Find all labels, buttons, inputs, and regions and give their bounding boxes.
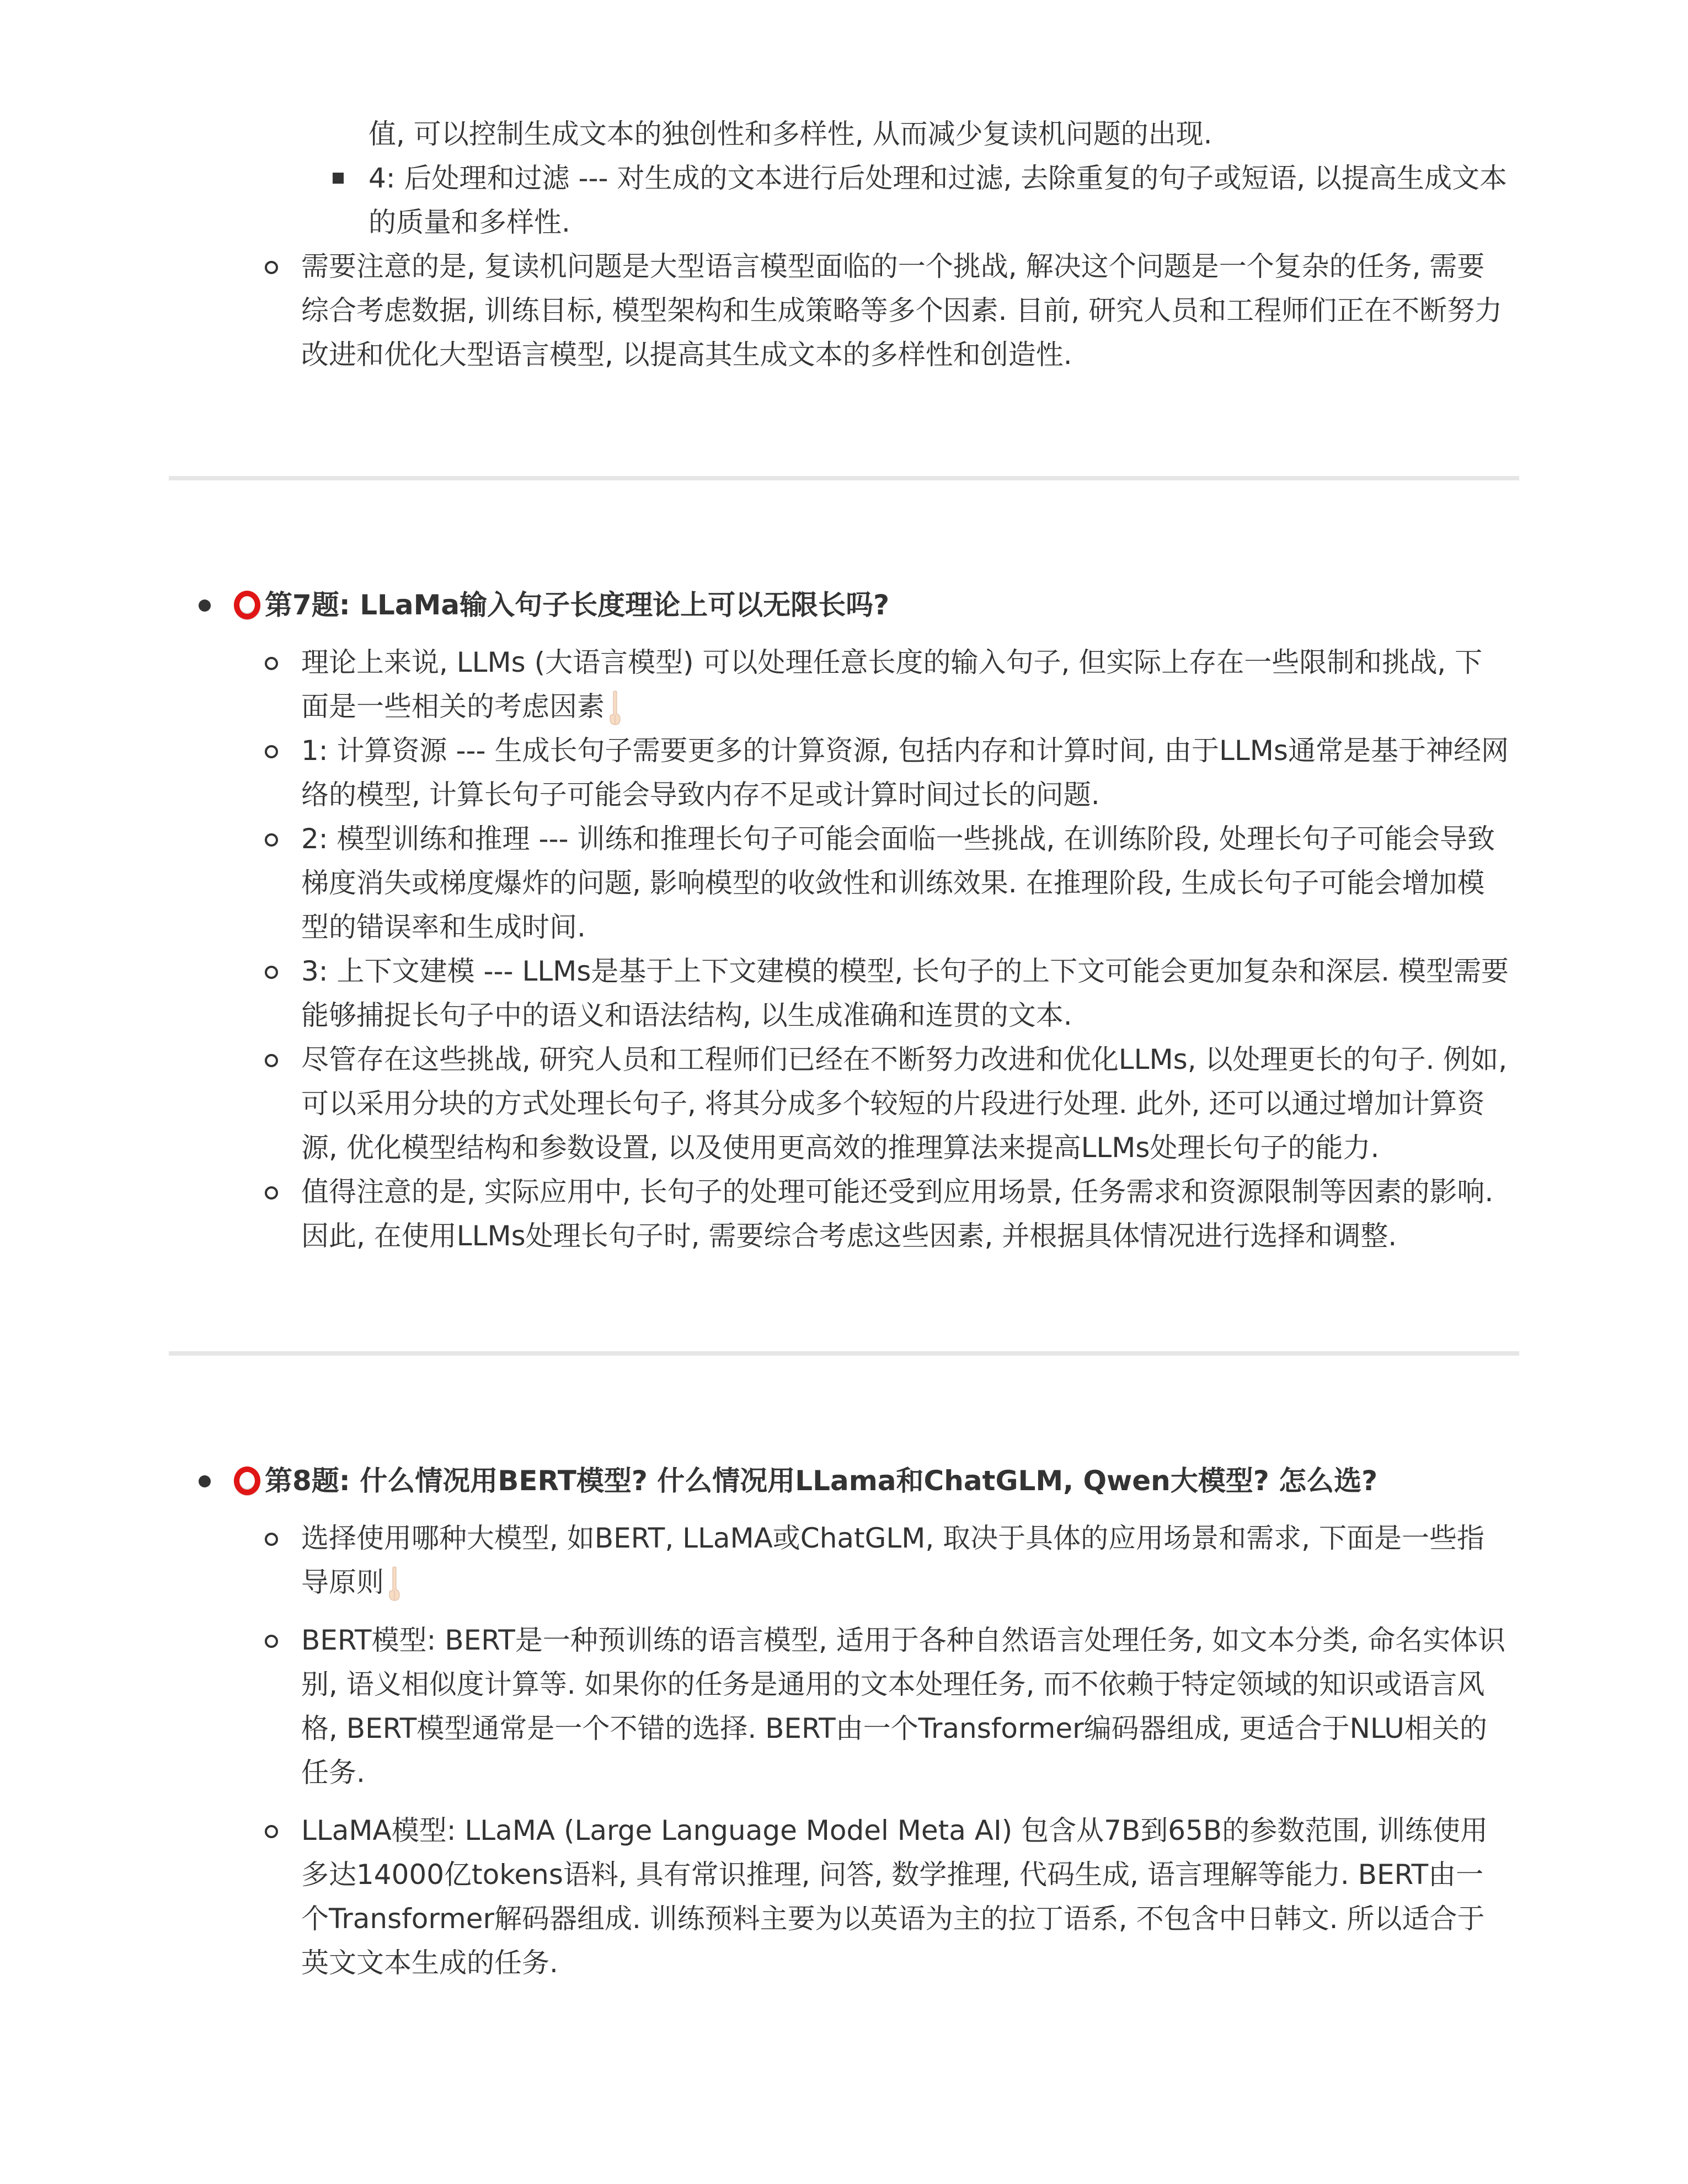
- answer-text: 1: 计算资源 --- 生成长句子需要更多的计算资源, 包括内存和计算时间, 由于LLMs通常是基于神经网络的模型, 计算长句子可能会导致内存不足或计算时间过长的问题.: [301, 735, 1509, 811]
- sub-sub-item-continuation: 值, 可以控制生成文本的独创性和多样性, 从而减少复读机问题的出现.: [368, 118, 1212, 150]
- sub-item-text: 需要注意的是, 复读机问题是大型语言模型面临的一个挑战, 解决这个问题是一个复杂的任务, 需要综合考虑数据, 训练目标, 模型架构和生成策略等多个因素. 目前, 研究人员和工程师们正在不断努力改进和优化大型语言模型, 以提高其生成文本的多样性和创造性.: [301, 250, 1503, 371]
- answer-text: 2: 模型训练和推理 --- 训练和推理长句子可能会面临一些挑战, 在训练阶段, 处理长句子可能会导致梯度消失或梯度爆炸的问题, 影响模型的收敛性和训练效果. 在推理阶段, 生成长句子可能会增加模型的错误率和生成时间.: [301, 823, 1495, 943]
- answer-text: 理论上来说, LLMs (大语言模型) 可以处理任意长度的输入句子, 但实际上存在一些限制和挑战, 下面是一些相关的考虑因素: [301, 646, 1483, 722]
- sub-sub-list-item: [368, 156, 1532, 244]
- circle-bullet-icon: [265, 657, 278, 670]
- answer-text: 尽管存在这些挑战, 研究人员和工程师们已经在不断努力改进和优化LLMs, 以处理更长的句子. 例如, 可以采用分块的方式处理长句子, 将其分成多个较短的片段进行处理. 此外, 还可以通过增加计算资源, 优化模型结构和参数设置, 以及使用更高效的推理算法来提高LLMs处理长句子的能力.: [301, 1043, 1508, 1164]
- circle-bullet-icon: [265, 966, 278, 979]
- disc-bullet-icon: [199, 599, 211, 612]
- square-bullet-icon: [333, 173, 344, 184]
- heavy-large-circle-icon: [234, 1466, 260, 1495]
- circle-bullet-icon: [265, 1186, 278, 1200]
- circle-bullet-icon: [265, 1635, 278, 1648]
- answer-item: [301, 1618, 1509, 1795]
- section-divider: [169, 1351, 1519, 1356]
- answer-text: 选择使用哪种大模型, 如BERT, LLaMA或ChatGLM, 取决于具体的应用场景和需求, 下面是一些指导原则: [301, 1522, 1484, 1598]
- question-title: 第7题: LLaMa输入句子长度理论上可以无限长吗?: [265, 589, 890, 621]
- answer-item: [301, 640, 1509, 729]
- answer-item: [301, 817, 1509, 949]
- question-heading: [234, 1459, 1688, 1503]
- answer-item: [301, 949, 1509, 1037]
- answer-list: [0, 640, 1688, 1258]
- circle-bullet-icon: [265, 1825, 278, 1838]
- sub-sub-item-text: 4: 后处理和过滤 --- 对生成的文本进行后处理和过滤, 去除重复的句子或短语, 以提高生成文本的质量和多样性.: [368, 162, 1508, 238]
- sub-list-item: [301, 244, 1509, 377]
- circle-bullet-icon: [265, 833, 278, 847]
- answer-text: BERT模型: BERT是一种预训练的语言模型, 适用于各种自然语言处理任务, 如文本分类, 命名实体识别, 语义相似度计算等. 如果你的任务是通用的文本处理任务, 而不依赖于特定领域的知识或语言风格, BERT模型通常是一个不错的选择. BERT由一个Transformer编码器组成, 更适合于NLU相关的任务.: [301, 1624, 1506, 1789]
- circle-bullet-icon: [265, 261, 278, 274]
- circle-bullet-icon: [265, 745, 278, 758]
- circle-bullet-icon: [265, 1533, 278, 1546]
- answer-item: [301, 1170, 1509, 1258]
- pointing-down-icon: [608, 690, 622, 726]
- question-title: 第8题: 什么情况用BERT模型? 什么情况用LLama和ChatGLM, Qwen大模型? 怎么选?: [265, 1465, 1378, 1497]
- answer-text: 3: 上下文建模 --- LLMs是基于上下文建模的模型, 长句子的上下文可能会更加复杂和深层. 模型需要能够捕捉长句子中的语义和语法结构, 以生成准确和连贯的文本.: [301, 955, 1509, 1031]
- previous-answer-continuation: [0, 112, 1688, 377]
- disc-bullet-icon: [199, 1475, 211, 1487]
- answer-item: [301, 729, 1509, 817]
- answer-item: [301, 1808, 1509, 1985]
- section-divider: [169, 476, 1519, 480]
- heavy-large-circle-icon: [234, 591, 260, 619]
- answer-text: 值得注意的是, 实际应用中, 长句子的处理可能还受到应用场景, 任务需求和资源限制等因素的影响. 因此, 在使用LLMs处理长句子时, 需要综合考虑这些因素, 并根据具体情况进行选择和调整.: [301, 1176, 1494, 1252]
- question-heading: [234, 583, 1688, 627]
- answer-item: [301, 1516, 1509, 1604]
- circle-bullet-icon: [265, 1054, 278, 1067]
- answer-item: [301, 1037, 1509, 1170]
- answer-list: [0, 1516, 1688, 1985]
- question-7-section: [0, 583, 1688, 1258]
- answer-text: LLaMA模型: LLaMA (Large Language Model Meta AI) 包含从7B到65B的参数范围, 训练使用多达14000亿tokens语料, 具有常识推理, 问答, 数学推理, 代码生成, 语言理解等能力. BERT由一个Transformer解码器组成. 训练预料主要为以英语为主的拉丁语系, 不包含中日韩文. 所以适合于英文文本生成的任务.: [301, 1814, 1488, 1979]
- question-8-section: [0, 1459, 1688, 1999]
- pointing-down-icon: [387, 1566, 402, 1602]
